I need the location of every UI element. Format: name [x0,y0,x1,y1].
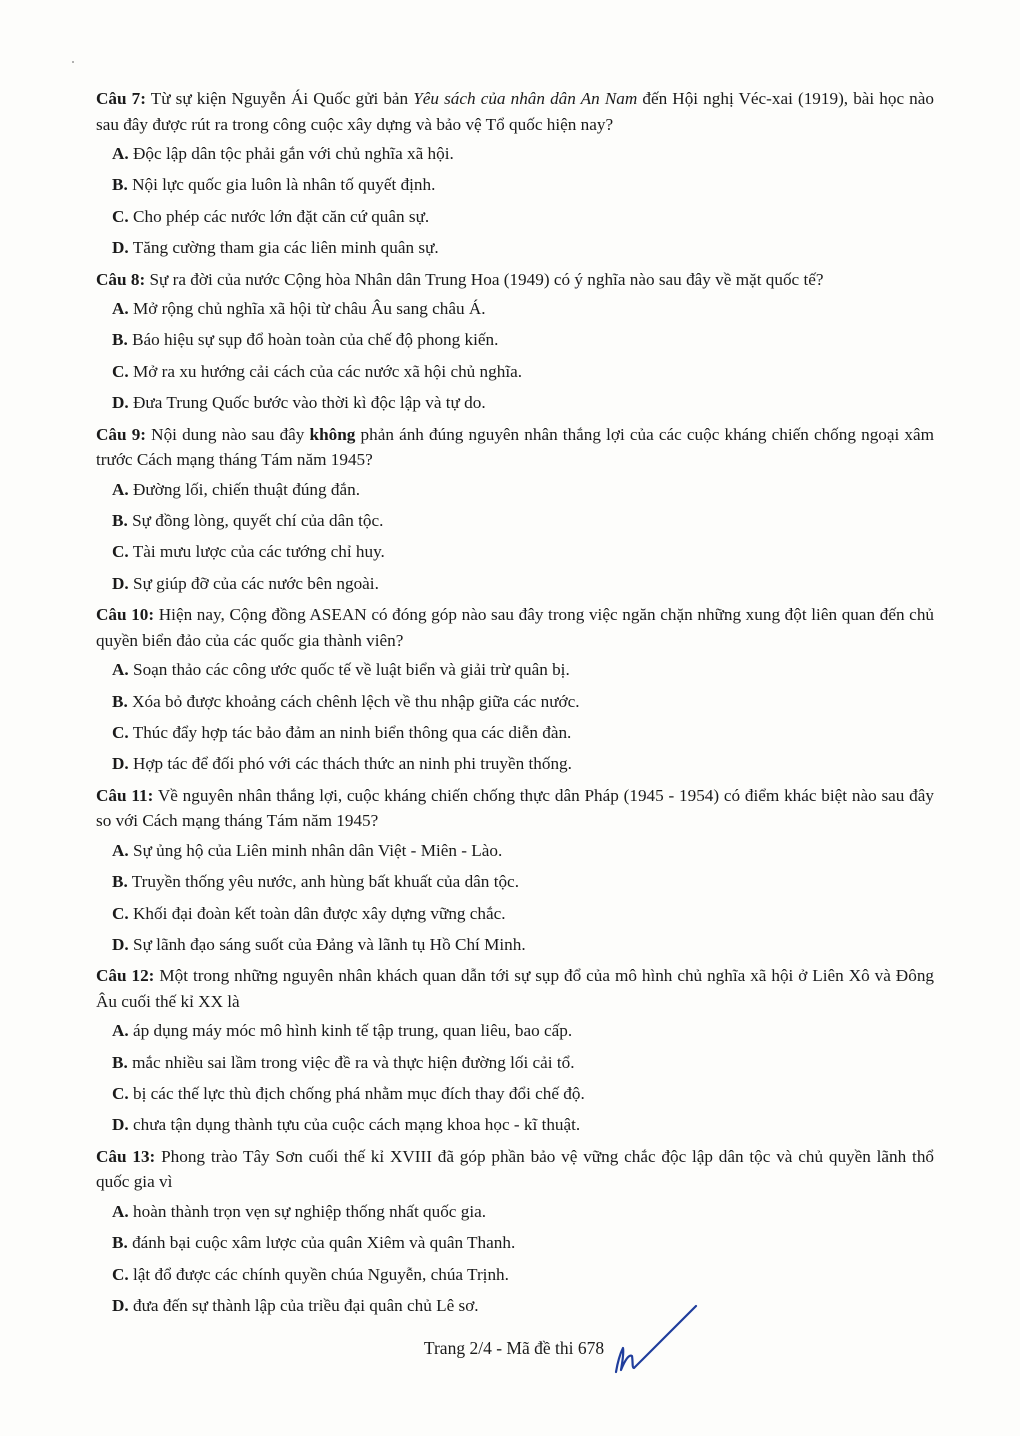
option-label: B. [112,175,128,195]
option-label: C. [112,206,129,226]
option-text: Tài mưu lược của các tướng chỉ huy. [132,542,385,562]
option-label: B. [112,691,128,711]
option-label: B. [112,1233,128,1253]
option-b [112,508,934,534]
option-label: C. [112,361,129,381]
option-c [112,901,934,927]
option-label: C. [112,722,129,742]
option-label: A. [112,1201,129,1221]
stem-text: đến Hội nghị Véc-xai (1919), bài học nào sau đây được rút ra trong công cuộc xây dựng và bảo vệ Tổ quốc hiện nay? [96,89,934,134]
exam-page [96,86,934,1324]
stem-italic-title: Yêu sách của nhân dân An Nam [413,89,638,108]
question-stem [96,1144,934,1195]
scan-speck [72,61,74,63]
option-label: D. [112,238,129,258]
option-text: đánh bại cuộc xâm lược của quân Xiêm và quân Thanh. [132,1233,516,1253]
stem-text: Phong trào Tây Sơn cuối thế kỉ XVIII đã góp phần bảo vệ vững chắc độc lập dân tộc và chủ quyền lãnh thổ quốc gia vì [96,1146,935,1192]
option-label: B. [112,330,128,350]
option-c [112,539,934,565]
option-label: D. [112,1115,129,1135]
stem-bold-word: không [309,424,356,444]
question-stem [96,86,934,137]
option-b [112,1050,934,1076]
option-text: mắc nhiều sai lầm trong việc đề ra và thực hiện đường lối cải tổ. [132,1052,575,1072]
stem-text: phản ánh đúng nguyên nhân thắng lợi của các cuộc kháng chiến chống ngoại xâm trước Cách mạng tháng Tám năm 1945? [96,424,935,470]
stem-text: Từ sự kiện Nguyễn Ái Quốc gửi bản [150,89,414,108]
question-stem [96,602,934,653]
option-label: A. [112,660,129,680]
option-text: Cho phép các nước lớn đặt căn cứ quân sự. [133,206,430,226]
option-text: Sự lãnh đạo sáng suốt của Đảng và lãnh tụ Hồ Chí Minh. [133,934,526,954]
option-text: đưa đến sự thành lập của triều đại quân chủ Lê sơ. [133,1296,479,1316]
question-10 [96,602,934,777]
question-label: Câu 11: [96,785,154,805]
question-12 [96,963,934,1138]
option-text: Truyền thống yêu nước, anh hùng bất khuất của dân tộc. [131,872,519,892]
option-label: A. [112,840,129,860]
stem-text: Một trong những nguyên nhân khách quan dẫn tới sự sụp đổ của mô hình chủ nghĩa xã hội ở Liên Xô và Đông Âu cuối thế kỉ XX là [96,966,935,1011]
option-label: C. [112,903,129,923]
option-text: hoàn thành trọn vẹn sự nghiệp thống nhất quốc gia. [133,1201,487,1221]
option-label: A. [112,299,129,319]
question-11 [96,783,934,958]
option-text: Độc lập dân tộc phải gắn với chủ nghĩa xã hội. [133,144,454,163]
question-stem [96,963,934,1014]
option-text: Đường lối, chiến thuật đúng đắn. [133,479,361,499]
option-a [112,1018,934,1044]
option-text: Sự ủng hộ của Liên minh nhân dân Việt - Miên - Lào. [133,840,503,860]
handwritten-signature [612,1302,702,1376]
option-text: Mở rộng chủ nghĩa xã hội từ châu Âu sang châu Á. [133,299,486,319]
option-text: áp dụng máy móc mô hình kinh tế tập trung, quan liêu, bao cấp. [133,1021,573,1041]
option-b [112,172,934,198]
stem-text: Sự ra đời của nước Cộng hòa Nhân dân Trung Hoa (1949) có ý nghĩa nào sau đây về mặt quốc tế? [149,269,824,289]
question-7 [96,86,934,261]
option-text: chưa tận dụng thành tựu của cuộc cách mạng khoa học - kĩ thuật. [133,1115,581,1135]
question-8 [96,267,934,416]
option-label: C. [112,1084,129,1104]
option-c [112,359,934,385]
option-text: Báo hiệu sự sụp đổ hoàn toàn của chế độ phong kiến. [132,330,499,350]
option-label: D. [112,573,129,593]
option-text: Mở ra xu hướng cải cách của các nước xã hội chủ nghĩa. [133,361,523,381]
option-text: Sự đồng lòng, quyết chí của dân tộc. [132,511,384,531]
option-b [112,1230,934,1256]
option-a [112,838,934,864]
option-label: C. [112,1264,129,1284]
question-label: Câu 8: [96,269,146,289]
option-text: lật đổ được các chính quyền chúa Nguyễn, chúa Trịnh. [133,1264,509,1284]
option-text: Thúc đẩy hợp tác bảo đảm an ninh biển thông qua các diễn đàn. [132,722,572,742]
option-label: C. [112,542,129,562]
option-a [112,296,934,322]
page-number-text: Trang 2/4 - Mã đề thi 678 [423,1338,605,1358]
option-text: Soạn thảo các công ước quốc tế về luật biển và giải trừ quân bị. [133,660,570,680]
question-stem [96,267,934,293]
option-b [112,327,934,353]
question-9 [96,422,934,597]
option-label: A. [112,144,129,163]
option-c [112,204,934,230]
option-c [112,1081,934,1107]
option-b [112,689,934,715]
option-text: Sự giúp đỡ của các nước bên ngoài. [133,573,379,593]
option-d [112,235,934,261]
option-label: B. [112,1052,128,1072]
option-label: D. [112,934,129,954]
option-label: A. [112,1021,129,1041]
option-a [112,1199,934,1225]
option-text: Nội lực quốc gia luôn là nhân tố quyết định. [132,175,436,195]
option-text: Khối đại đoàn kết toàn dân được xây dựng vững chắc. [133,903,506,923]
question-label: Câu 9: [96,424,147,444]
option-d [112,751,934,777]
question-13 [96,1144,934,1319]
option-label: B. [112,511,128,531]
option-text: Xóa bỏ được khoảng cách chênh lệch về thu nhập giữa các nước. [132,691,580,711]
option-label: D. [112,754,129,774]
option-d [112,1112,934,1138]
question-label: Câu 13: [96,1146,156,1166]
option-label: B. [112,872,128,892]
option-d [112,932,934,958]
option-a [112,657,934,683]
stem-text: Nội dung nào sau đây [151,424,310,444]
option-label: A. [112,479,129,499]
option-d [112,390,934,416]
option-c [112,720,934,746]
question-label: Câu 7: [96,89,146,108]
signature-stroke [616,1306,696,1372]
stem-text: Về nguyên nhân thắng lợi, cuộc kháng chiến chống thực dân Pháp (1945 - 1954) có điểm khác biệt nào sau đây so với Cách mạng tháng Tám năm 1945? [96,785,934,831]
stem-text: Hiện nay, Cộng đồng ASEAN có đóng góp nào sau đây trong việc ngăn chặn những xung đột liên quan đến chủ quyền biển đảo của các quốc gia thành viên? [96,605,935,650]
question-stem [96,783,934,834]
question-stem [96,422,934,473]
question-label: Câu 10: [96,605,155,625]
option-d [112,571,934,597]
option-c [112,1262,934,1288]
option-text: Hợp tác để đối phó với các thách thức an ninh phi truyền thống. [133,754,572,774]
option-label: D. [112,393,129,413]
question-label: Câu 12: [96,966,155,986]
option-label: D. [112,1296,129,1316]
option-b [112,869,934,895]
option-text: Tăng cường tham gia các liên minh quân sự. [132,238,439,258]
option-a [112,477,934,503]
page-footer [0,1338,1020,1359]
option-d [112,1293,934,1319]
option-text: bị các thế lực thù địch chống phá nhằm mục đích thay đổi chế độ. [133,1084,585,1104]
option-a [112,141,934,167]
option-text: Đưa Trung Quốc bước vào thời kì độc lập và tự do. [133,393,486,413]
